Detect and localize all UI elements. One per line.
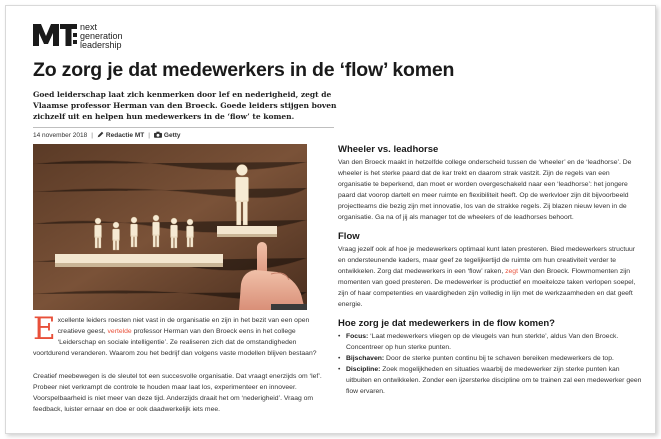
meta-separator: |: [91, 132, 93, 139]
mt-logo-mark: [33, 22, 77, 46]
divider: [33, 127, 334, 128]
bullet-label: Focus:: [346, 333, 369, 340]
lead-text: xcellente leiders roesten niet vast in de organisatie en zijn in het bezit van een open creatieve geest,: [57, 317, 310, 335]
list-item: [338, 331, 643, 353]
section-heading-flow: Flow: [338, 231, 360, 242]
tagline-line: leadership: [80, 40, 122, 50]
bullet-dot-icon: •: [338, 355, 341, 362]
section-heading-wheeler: Wheeler vs. leadhorse: [338, 144, 439, 155]
article-title: Zo zorg je dat medewerkers in de ‘flow’ komen: [33, 59, 455, 81]
body-paragraph: Creatief meebewegen is de sleutel tot een succesvolle organisatie. Dat vraagt enerzijds om ‘lef’. Probeer niet verkrampt de controle te houden maar laat los, experimenteer en innoveer. Voorspelbaarheid is niet meer van deze tijd. Anderzijds draait het om ‘nederigheid’. Vraag om feedback, luister ernaar en doe er ook daadwerkelijk iets mee.: [33, 373, 322, 413]
flow-text: Vraag jezelf ook af hoe je medewerkers optimaal kunt laten presteren. Bied medewerkers structuur en ondersteunende kaders, maar geef ze tegelijkertijd de ruimte om hun creativiteit verder te ontwikkelen. Zorg dat medewerkers in een ‘flow’ raken,: [338, 246, 636, 275]
section-body-flow: [338, 244, 643, 310]
pencil-icon: [97, 131, 104, 140]
bullet-label: Discipline:: [346, 366, 381, 373]
bullet-text: Zoek mogelijkheden en situaties waarbij de medewerker zijn sterke punten kan uitbuiten en ontwikkelen. Zonder een ijzersterke discipline om te trainen zal een medewerker geen flow ervaren.: [346, 366, 642, 395]
list-item: [338, 353, 643, 364]
bullet-text: Door de sterke punten continu bij te schaven bereiken medewerkers de top.: [384, 355, 614, 362]
drop-cap: E: [33, 311, 56, 347]
article-date: 14 november 2018: [33, 132, 88, 139]
mt-logo[interactable]: [33, 22, 123, 50]
meta-separator: |: [148, 132, 150, 139]
list-item: [338, 364, 643, 397]
article-author[interactable]: Redactie MT: [105, 132, 145, 139]
article-intro: Goed leiderschap laat zich kenmerken door lef en nederigheid, zegt de Vlaamse professor Herman van den Broeck. Goede leiders stijgen boven zichzelf uit en helpen hun medewerkers in de ‘flow’ te komen.: [33, 90, 337, 121]
lead-text: professor Herman van den Broeck eens in het college ‘Leiderschap en sociale intelligentie’. Ze realiseren zich dat de omstandigheden voortdurend veranderen. Waarom zou het bedrijf dan volgens vaste modellen blijven bestaan?: [33, 328, 317, 357]
bullet-dot-icon: •: [338, 366, 341, 373]
tagline-line: next: [80, 22, 98, 32]
logo-tagline: [80, 23, 123, 50]
right-column: [338, 144, 643, 397]
article-meta: [33, 131, 181, 140]
photo-credit: Getty: [163, 132, 181, 139]
tips-list: [338, 331, 643, 397]
section-heading-how: Hoe zorg je dat medewerkers in de flow komen?: [338, 318, 555, 329]
bullet-text: ‘Laat medewerkers vliegen op de vleugels van hun sterkte’, aldus Van den Broeck. Concentreer op hun sterke punten.: [346, 333, 619, 351]
bullet-dot-icon: •: [338, 333, 341, 340]
tagline-line: generation: [80, 31, 123, 41]
flow-text: Van den Broeck. Flowmomenten zijn momenten van goed presteren. De medewerker is productief en moeiteloze taken verlopen soepel, zijn of haar competenties en vaardigheden zijn volledig in lijn met de werkzaamheden en dat geeft energie.: [338, 268, 636, 308]
flow-link[interactable]: zegt: [505, 268, 518, 275]
lead-paragraph: [33, 311, 333, 359]
camera-icon: [154, 131, 162, 140]
lead-link[interactable]: vertelde: [107, 328, 132, 335]
section-body-wheeler: Van den Broeck maakt in hetzelfde college onderscheid tussen de ‘wheeler’ en de ‘leadhorse’. De wheeler is het sterke paard dat de kar trekt en daarom strak vastzit. Zijn de regels van een organisatie te beperkend, dan moet er worden overgeschakeld naar een ‘leadhorse’: het jongere paard dat voorop dartelt en meer ruimte en flexibiliteit heeft. Op de werkvloer zijn dit bijvoorbeeld projectteams die bezig zijn met innovatie, los van de strakke regels. Zij blazen nieuw leven in de organisatie. Ga na of jij als manager tot de wheelers of de leadhorses behoort.: [338, 159, 632, 221]
bullet-label: Bijschaven:: [346, 355, 385, 362]
hero-image: [33, 144, 307, 310]
article-page: [5, 5, 656, 434]
